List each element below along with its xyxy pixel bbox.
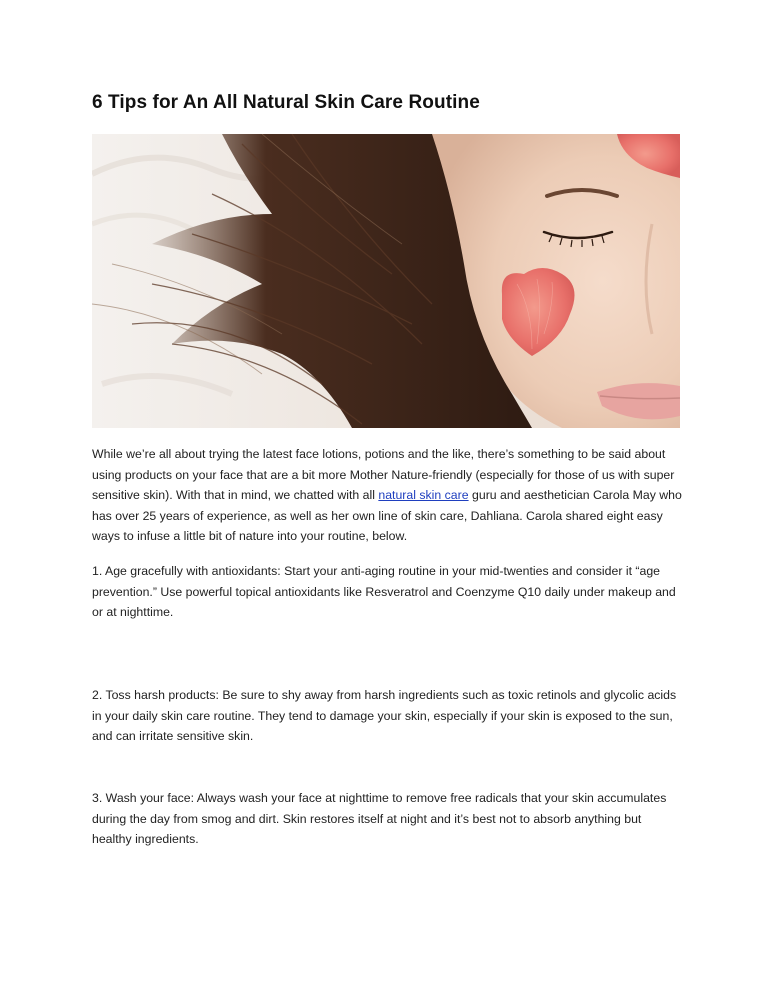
intro-text-before-link: While we’re all about trying the latest face lotions, potions and the like, there’s something to be said about using products on your face that are a bit more Mother Nature-friendly (especially for those of us with super sensitive skin). With that in mind, we chatted with all (92, 447, 675, 503)
tip-1: 1. Age gracefully with antioxidants: Start your anti-aging routine in your mid-twenties and consider it “age prevention.” Use powerful topical antioxidants like Resveratrol and Coenzyme Q10 daily under makeup and or at nighttime. (92, 564, 676, 620)
tip-2: 2. Toss harsh products: Be sure to shy away from harsh ingredients such as toxic retinols and glycolic acids in your daily skin care routine. They tend to damage your skin, especially if your skin is exposed to the sun, and can irritate sensitive skin. (92, 688, 677, 744)
intro-text-after-link: guru and aesthetician Carola May who has over 25 years of experience, as well as her own line of skin care, Dahliana. Carola shared eight easy ways to infuse a little bit of nature into your routine, below. (92, 488, 682, 544)
article-title: 6 Tips for An All Natural Skin Care Routine (92, 92, 480, 113)
hero-image (92, 134, 680, 428)
woman-rose-petals-image (92, 134, 680, 428)
natural-skin-care-link[interactable]: natural skin care (378, 488, 469, 503)
intro-paragraph (92, 444, 682, 547)
tip-3: 3. Wash your face: Always wash your face at nighttime to remove free radicals that your skin accumulates during the day from smog and dirt. Skin restores itself at night and it’s best not to absorb anything but healthy ingredients. (92, 791, 667, 847)
